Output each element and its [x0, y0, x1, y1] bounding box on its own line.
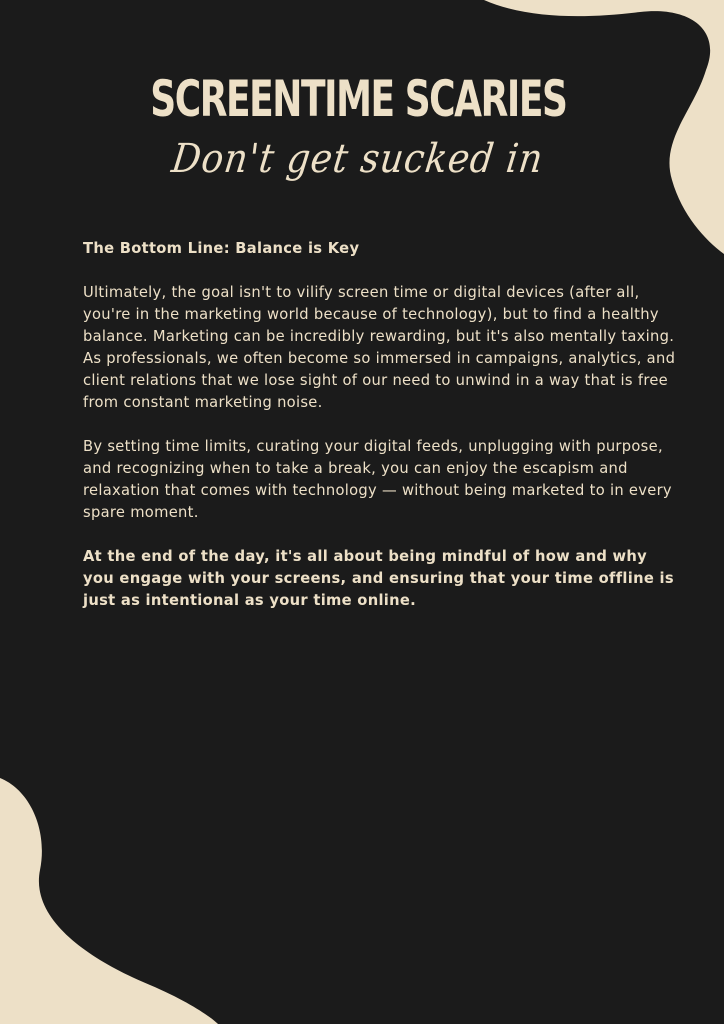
paragraph-2: By setting time limits, curating your digital feeds, unplugging with purpose, and recognizing when to take a break, you can enjoy the escapism and relaxation that comes with technology — without being marketed to in every spare moment.	[83, 438, 672, 521]
bottom-left-blob	[0, 778, 218, 1024]
section-heading: The Bottom Line: Balance is Key	[83, 240, 360, 257]
page-subtitle: Don't get sucked in	[169, 136, 546, 182]
closing-paragraph: At the end of the day, it's all about being mindful of how and why you engage with your screens, and ensuring that your time offline is just as intentional as your time online.	[83, 548, 674, 609]
page-title: SCREENTIME SCARIES	[150, 70, 567, 128]
paragraph-1: Ultimately, the goal isn't to vilify screen time or digital devices (after all, you're in the marketing world because of technology), but to find a healthy balance. Marketing can be incredibly rewarding, but it's also mentally taxing. As professionals, we often become so immersed in campaigns, analytics, and client relations that we lose sight of our need to unwind in a way that is free from constant marketing noise.	[83, 284, 676, 411]
article-body	[83, 238, 683, 634]
